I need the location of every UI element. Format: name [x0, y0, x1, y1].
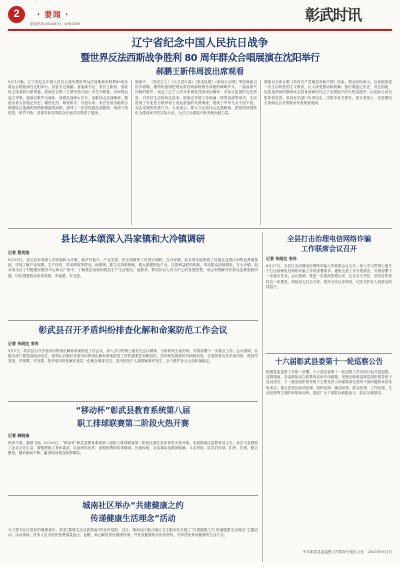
- edition-info: 新闻热线:4644870 4984286: [30, 22, 80, 26]
- article-title-volleyball-line1: “移动杯”彰武县教育系统第八届: [75, 406, 191, 415]
- lead-body-col1: 9月1日晚，辽宁省纪念中国人民抗日战争暨世界反法西斯战争胜利80周年群众合唱展演在沈阳举行。省委书记郝鹏，省委副书记、省长王新伟，省政协主席周波出席观看。展演在合唱《义勇军进行曲》中拉开帷幕，全场观众起立齐唱。展演以歌声为载体，回顾抗战烽火岁月，讴歌伟大抗战精神，激励全省人民铭记历史、缅怀先烈、珍爱和平、开创未来。来自全省各地的合唱团队以饱满的热情和精湛的演唱，演绎了一首首经典抗战歌曲，现场气氛热烈，掌声不断。省领导和各界群众代表共同观看了展演。: [8, 80, 128, 116]
- article-body: 8月29日，县长赵本颂深入冯家镇和大冷镇，就乡村振兴、产业发展、民生保障等工作进行调研。在冯家镇，赵本颂实地察看了设施农业园区和特色养殖基地，详细了解产业规模、生产经营、带动增收等情况。他强调，要立足资源禀赋，做大做强特色产业，完善利益联结机制，带动群众持续增收。在大冷镇，赵本颂走访了村级便民服务中心和农户家中，了解基层治理和群众生产生活情况。他要求，要坚持以人民为中心的发展思想，用心用情解决好群众急难愁盼问题，切实增强群众的获得感、幸福感、安全感。: [8, 258, 258, 278]
- lead-body-col3: 展演以全体合唱《没有共产党就没有新中国》结束。观众纷纷表示，这场展演是一次生动的爱国主义教育，让人深受感动和鼓舞。我们要铭记历史、勿忘国耻，以更加昂扬的精神状态投身到新时代辽宁全面振兴的火热实践中，以实际行动告慰革命先烈。省直有关部门负责同志，沈阳市有关领导，部分老战士、先进模范人物和社会各界群众代表观看展演。: [264, 80, 392, 105]
- column-divider: [262, 232, 263, 562]
- article-body: 根据县委巡察工作统一部署，十六届县委第十一轮巡察工作自即日起开展巡察。巡察期间，各巡察组设立联系电话和专用邮箱，受理反映被巡察党组织领导班子及其成员、下一级党组织领导班子主要负责人和重要岗位领导干部问题的来信来电来访，重点是违反政治纪律、组织纪律、廉洁纪律、群众纪律、工作纪律、生活纪律等方面的举报和反映。欢迎广大干部群众积极参与，如实反映情况。: [266, 370, 392, 395]
- article-title-inspection-notice: 十六届彰武县委第十一轮巡察公告: [275, 357, 383, 366]
- article-body: 9月1日，彰武县召开矛盾纠纷排查化解和命案防范工作会议，深入学习贯彻上级有关会议精神，分析研判当前形势，安排部署下一步重点工作。会议强调，各级各部门要提高政治站位，深刻认识做好矛盾纠纷排查化解和命案防范工作的重要性和紧迫性，坚持和发展新时代枫桥经验，全面排查各类矛盾纠纷，做到早发现、早预警、早处置，把矛盾纠纷化解在基层、化解在萌芽状态，坚决防范个人极端案事件发生，全力维护社会大局和谐稳定。: [8, 349, 258, 364]
- masthead-logo: 彰武时讯: [305, 6, 362, 24]
- article-title-health-line1: 城南社区举办“共建健康之约: [82, 501, 184, 510]
- lead-body-col2: 展演中，《松花江上》《大刀进行曲》《游击队歌》《黄河大合唱》等经典曲目依次唱响，激昂的旋律把观众带回到那段艰苦卓绝的峥嵘岁月。一曲曲荡气回肠的歌声，表达了辽宁人民对革命先烈的深切缅怀，对伟大祖国的无比热爱，对美好生活的向往追求。展演还穿插了诗朗诵、情景表演等形式，生动再现了东北抗日联军将士浴血奋战的英勇事迹，展现了中华儿女不屈不挠、众志成城的民族气节。大家表示，要大力弘扬伟大抗战精神，把爱国热情转化为建设家乡的实际行动，为辽宁全面振兴新突破贡献力量。: [135, 80, 257, 116]
- section-divider: [8, 495, 258, 496]
- article-body: 8月27日，全县打击治理电信网络诈骗工作联席会议召开，深入学习贯彻上级关于打击治理电信网络诈骗工作的部署要求，通报全县工作开展情况，安排部署下一步重点任务。会议强调，要进一步提高思想认识，压实各方责任，坚持打防管控宣一体推进，持续加大打击力度，筑牢全民反诈防线，切实守护好人民群众的钱袋子。: [266, 264, 392, 289]
- page-number: 2: [8, 6, 25, 23]
- section-label: · 要闻 ·: [37, 10, 69, 19]
- page-header: [0, 0, 400, 29]
- lead-subtitle: 郝鹏王新伟周波出席观看: [156, 67, 244, 76]
- column-divider: [260, 80, 261, 225]
- article-body: 为了提升社区居民的健康意识，营造“健康生活从我做起”的良好氛围，近日，城南社区联合辖区卫生服务站开展了“共建健康之约 传递健康生活理念”主题活动。活动现场，医务人员为居民免费测量血压、血糖，耐心解答居民健康咨询，并发放健康知识宣传资料，引导居民养成健康的生活方式。: [8, 528, 258, 538]
- article-byline: 记者 韩晓南: [8, 433, 30, 438]
- article-title-volleyball-line2: 职工排球联赛第二阶段火热开赛: [77, 419, 189, 428]
- notice-signature: 中共彰武县委巡察工作领导小组办公室 2025年9月1日: [302, 550, 392, 554]
- lead-title-line2: 暨世界反法西斯战争胜利 80 周年群众合唱展演在沈阳举行: [80, 53, 320, 64]
- header-rule: [8, 29, 392, 31]
- section-divider: [266, 353, 392, 354]
- article-title-fraud-line1: 全县打击治理电信网络诈骗: [287, 235, 371, 243]
- article-title-health-line2: 传递健康生活理念”活动: [90, 514, 176, 523]
- lead-title-line1: 辽宁省纪念中国人民抗日战争: [131, 37, 269, 49]
- column-divider: [131, 80, 132, 225]
- article-byline: 记者 朱晓达 李冉: [8, 341, 39, 346]
- article-byline: 记者 蔡英浩: [8, 250, 30, 255]
- article-body: 秋高气爽，激情飞扬。8月30日，“移动杯”彰武县教育系统第八届职工排球联赛第二阶段比赛在县体育馆火热开赛。本届联赛由县教育局主办，旨在丰富教职工业余文化生活，增强教职工身体素质，弘扬团结协作、顽强拼搏的体育精神。比赛现场，各参赛队伍精神饱满、斗志昂扬，队员们传球、扣杀、拦网，配合默契，精彩瞬间不断，赢得现场观众阵阵喝彩。: [8, 441, 258, 456]
- section-divider: [8, 320, 258, 321]
- article-title-county-inspection: 县长赵本颂深入冯家镇和大冷镇调研: [60, 235, 205, 245]
- section-divider: [8, 228, 392, 229]
- article-byline: 记者 朱晓达 李冉: [266, 256, 297, 261]
- section-divider: [8, 401, 258, 402]
- article-title-fraud-line2: 工作联席会议召开: [301, 245, 357, 253]
- article-title-dispute-meeting: 彰武县召开矛盾纠纷排查化解和命案防范工作会议: [38, 326, 228, 336]
